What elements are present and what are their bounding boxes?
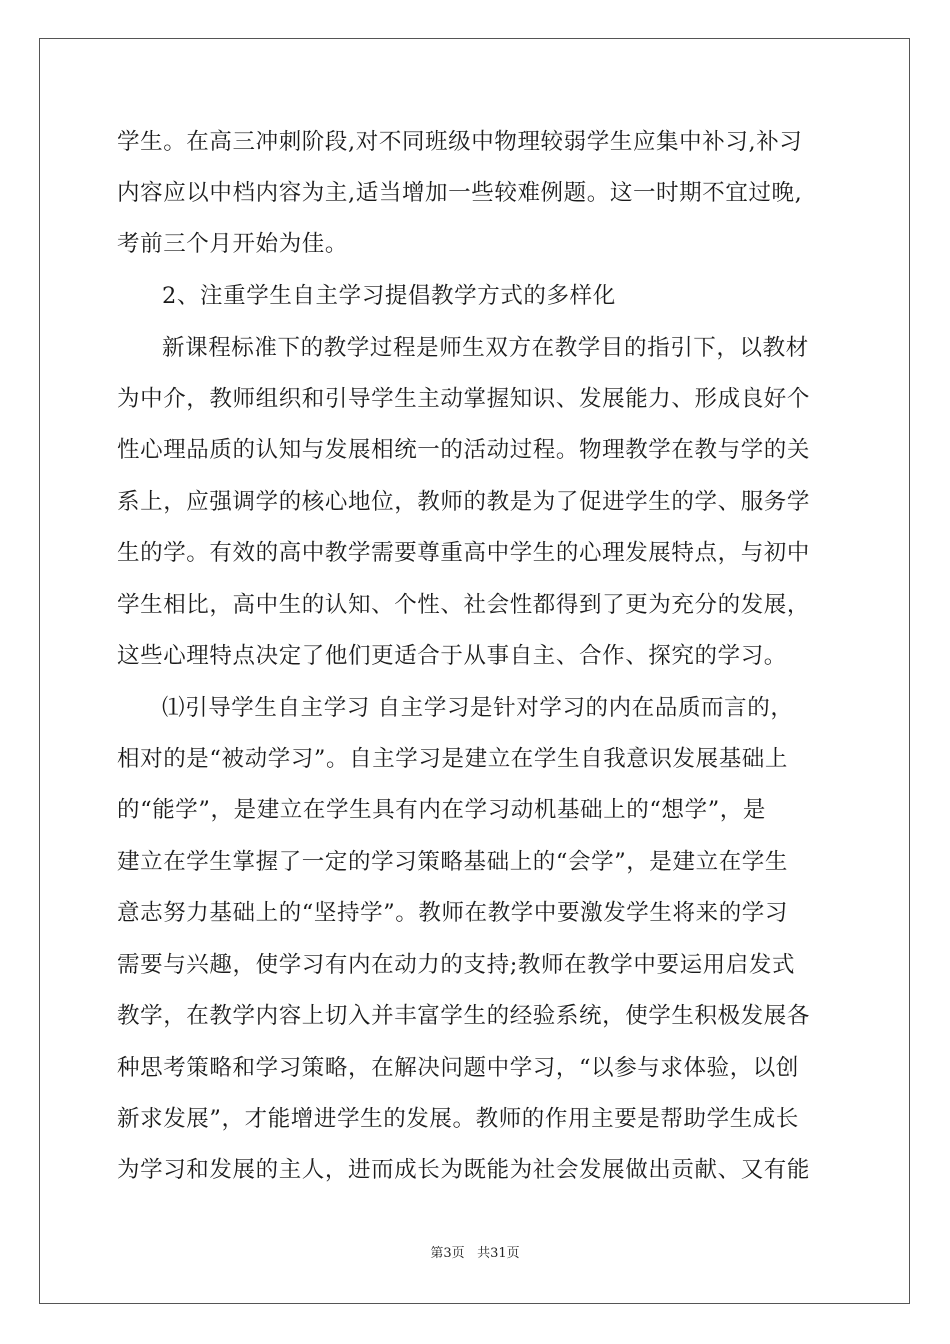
text-line: 学生。在高三冲刺阶段,对不同班级中物理较弱学生应集中补习,补习 <box>117 129 803 155</box>
text-line: 性心理品质的认知与发展相统一的活动过程。物理教学在教与学的关 <box>117 437 811 463</box>
text-line: 教学，在教学内容上切入并丰富学生的经验系统，使学生积极发展各 <box>117 1003 811 1029</box>
text-line: 需要与兴趣，使学习有内在动力的支持;教师在教学中要运用启发式 <box>117 952 796 978</box>
text-line: 意志努力基础上的“坚持学”。教师在教学中要激发学生将来的学习 <box>117 900 789 926</box>
page-footer <box>0 1246 950 1262</box>
text-line: 这些心理特点决定了他们更适合于从事自主、合作、探究的学习。 <box>117 643 787 669</box>
text-line: 种思考策略和学习策略，在解决问题中学习，“以参与求体验，以创 <box>117 1055 800 1081</box>
text-line: 建立在学生掌握了一定的学习策略基础上的“会学”，是建立在学生 <box>117 849 789 875</box>
text-line: 的“能学”，是建立在学生具有内在学习动机基础上的“想学”，是 <box>117 797 767 823</box>
text-line: 内容应以中档内容为主,适当增加一些较难例题。这一时期不宜过晚, <box>117 180 803 206</box>
subsection-heading-line: ⑴引导学生自主学习 自主学习是针对学习的内在品质而言的， <box>162 695 794 721</box>
text-line: 生的学。有效的高中教学需要尊重高中学生的心理发展特点，与初中 <box>117 540 811 566</box>
text-line: 系上，应强调学的核心地位，教师的教是为了促进学生的学、服务学 <box>117 489 811 515</box>
section-heading: 2、注重学生自主学习提倡教学方式的多样化 <box>162 283 616 309</box>
text-line: 考前三个月开始为佳。 <box>117 231 349 257</box>
text-line: 相对的是“被动学习”。自主学习是建立在学生自我意识发展基础上 <box>117 746 789 772</box>
text-line: 为中介，教师组织和引导学生主动掌握知识、发展能力、形成良好个 <box>117 386 811 412</box>
text-line: 为学习和发展的主人，进而成长为既能为社会发展做出贡献、又有能 <box>117 1157 811 1183</box>
text-line: 新课程标准下的教学过程是师生双方在教学目的指引下，以教材 <box>162 335 809 361</box>
text-line: 学生相比，高中生的认知、个性、社会性都得到了更为充分的发展， <box>117 592 811 618</box>
page-total: 共31页 <box>477 1246 520 1261</box>
page-number: 第3页 <box>430 1246 465 1261</box>
text-line: 新求发展”，才能增进学生的发展。教师的作用主要是帮助学生成长 <box>117 1106 800 1132</box>
